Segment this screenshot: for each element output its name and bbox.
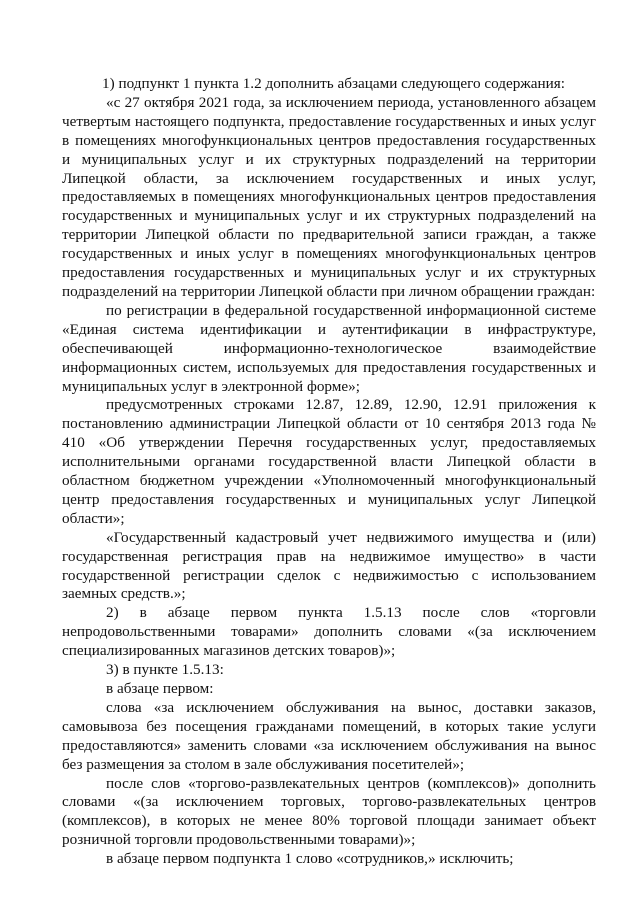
paragraph-4: предусмотренных строками 12.87, 12.89, 12.90, 12.91 приложения к постановлению администрации Липецкой области от 10 сентября 2013 года № 410 «Об утверждении Перечня государственных услуг, предоставляемых исполнительными органами государственной власти Липецкой области в областном бюджетном учреждении «Уполномоченный многофункциональный центр предоставления государственных и муниципальных услуг Липецкой области»; (62, 396, 596, 527)
paragraph-6: 2) в абзаце первом пункта 1.5.13 после слов «торговли непродовольственными товарами» дополнить словами «(за исключением специализированных магазинов детских товаров)»; (62, 604, 596, 660)
paragraph-7: 3) в пункте 1.5.13: (106, 661, 224, 679)
paragraph-11: в абзаце первом подпункта 1 слово «сотрудников,» исключить; (106, 850, 514, 868)
paragraph-3: по регистрации в федеральной государственной информационной системе «Единая система идентификации и аутентификации в инфраструктуре, обеспечивающей информационно-технологическое взаимодействие информационных систем, используемых для предоставления государственных и муниципальных услуг в электронной форме»; (62, 301, 596, 395)
document-body (62, 75, 596, 869)
paragraph-9: слова «за исключением обслуживания на вынос, доставки заказов, самовывоза без посещения гражданами помещений, в которых такие услуги предоставляются» заменить словами «за исключением обслуживания на вынос без размещения за столом в зале обслуживания посетителей»; (62, 698, 596, 773)
paragraph-10: после слов «торгово-развлекательных центров (комплексов)» дополнить словами «(за исключением торговых, торгово-развлекательных центров (комплексов), в которых не менее 80% торговой площади занимает объект розничной торговли продовольственными товарами)»; (62, 774, 596, 849)
paragraph-5: «Государственный кадастровый учет недвижимого имущества и (или) государственная регистрация прав на недвижимое имущество» в части государственной регистрации сделок с недвижимостью с использованием заемных средств.»; (62, 528, 596, 603)
paragraph-2: «с 27 октября 2021 года, за исключением периода, установленного абзацем четвертым настоящего подпункта, предоставление государственных и иных услуг в помещениях многофункциональных центров предоставления государственных и муниципальных услуг и их структурных подразделений на территории Липецкой области, за исключением государственных и иных услуг, предоставляемых в помещениях многофункциональных центров предоставления государственных и муниципальных услуг и их структурных подразделений на территории Липецкой области по предварительной записи граждан, а также государственных и иных услуг в помещениях многофункциональных центров предоставления государственных и муниципальных услуг и их структурных подразделений на территории Липецкой области при личном обращении граждан: (62, 93, 596, 300)
paragraph-1: 1) подпункт 1 пункта 1.2 дополнить абзацами следующего содержания: (102, 75, 565, 92)
paragraph-8: в абзаце первом: (106, 680, 214, 697)
